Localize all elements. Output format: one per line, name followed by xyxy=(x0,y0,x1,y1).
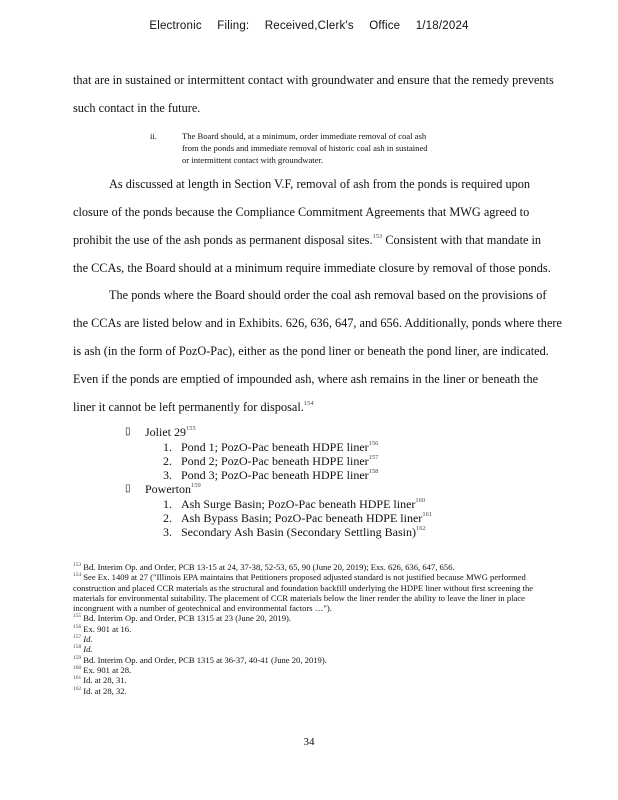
footnote xyxy=(73,562,543,572)
footnote-text: Ex. 901 at 16. xyxy=(83,623,132,634)
list-item xyxy=(125,497,545,511)
footnote-number: 154 xyxy=(73,572,82,579)
footnote-number: 161 xyxy=(73,675,82,682)
paragraph-1 xyxy=(73,66,598,122)
text-segment: Consistent with that mandate in xyxy=(382,233,542,247)
item-number: 1. xyxy=(163,497,172,511)
text-line: that are in sustained or intermittent contact with groundwater and ensure that the remedy prevents xyxy=(73,73,554,87)
pond-list xyxy=(125,425,545,539)
paragraph-2 xyxy=(73,170,598,282)
text-line: is ash (in the form of PozO-Pac), either as the pond liner or beneath the pond liner, are indicated. xyxy=(73,344,549,358)
station-label: Powerton xyxy=(145,482,191,496)
footnote-text: Bd. Interim Op. and Order, PCB 1315 at 23 (June 20, 2019). xyxy=(83,613,292,624)
footnote-number: 162 xyxy=(73,685,82,692)
footnote xyxy=(73,644,543,654)
footnote-ref: 154 xyxy=(303,400,314,407)
footnote-text: Bd. Interim Op. and Order, PCB 13-15 at 24, 37-38, 52-53, 65, 90 (June 20, 2019); Exs. 626, 636, 647, 656. xyxy=(83,562,455,572)
footnote-number: 157 xyxy=(73,634,82,641)
item-text: Ash Bypass Basin; PozO-Pac beneath HDPE liner xyxy=(181,511,423,525)
item-number: 2. xyxy=(163,454,172,468)
bullet-icon: ▯ xyxy=(125,483,131,494)
footnote-text: Id. xyxy=(83,644,93,655)
text-line: As discussed at length in Section V.F, removal of ash from the ponds is required upon xyxy=(109,177,531,191)
item-text: Pond 1; PozO-Pac beneath HDPE liner xyxy=(181,440,369,454)
text-line xyxy=(73,393,598,421)
footnote-ref: 158 xyxy=(368,468,379,475)
item-text: Pond 2; PozO-Pac beneath HDPE liner xyxy=(181,454,369,468)
item-number: 2. xyxy=(163,511,172,525)
page-number: 34 xyxy=(303,736,315,748)
heading-line: The Board should, at a minimum, order immediate removal of coal ash xyxy=(182,131,427,141)
header-filing: Filing: xyxy=(217,20,250,32)
footnote xyxy=(73,613,543,623)
footnote-text: Id. at 28, 31. xyxy=(83,675,127,686)
heading-line: from the ponds and immediate removal of historic coal ash in sustained xyxy=(182,143,428,153)
text-line: The ponds where the Board should order the coal ash removal based on the provisions of xyxy=(109,288,547,302)
item-text: Ash Surge Basin; PozO-Pac beneath HDPE liner xyxy=(181,497,416,511)
footnote-text: Ex. 901 at 28. xyxy=(83,664,132,675)
footnote-number: 158 xyxy=(73,644,82,651)
footnote xyxy=(73,655,543,665)
footnote-ref: 161 xyxy=(422,511,433,518)
text-line: Even if the ponds are emptied of impounded ash, where ash remains in the liner or beneath the xyxy=(73,372,539,386)
header-date: 1/18/2024 xyxy=(415,20,469,32)
text-line: the CCAs are listed below and in Exhibits. 626, 636, 647, and 656. Additionally, ponds where there xyxy=(73,316,562,330)
footnotes xyxy=(73,562,543,696)
text-line: such contact in the future. xyxy=(73,101,201,115)
list-item xyxy=(125,468,545,482)
footnote-number: 153 xyxy=(73,562,82,568)
footnote-number: 159 xyxy=(73,654,82,661)
footnote xyxy=(73,572,543,613)
footnote-ref: 155 xyxy=(186,425,196,432)
station-label: Joliet 29 xyxy=(145,425,186,439)
header-received: Received,Clerk's xyxy=(264,20,354,32)
footnote xyxy=(73,665,543,675)
list-item xyxy=(125,440,545,454)
bullet-icon: ▯ xyxy=(125,426,131,437)
footnote-ref: 162 xyxy=(415,525,426,532)
footnote-ref: 160 xyxy=(415,497,426,504)
header-office: Office xyxy=(369,20,401,32)
heading-number: ii. xyxy=(150,131,157,141)
item-text: Secondary Ash Basin (Secondary Settling Basin) xyxy=(181,525,416,539)
text-line xyxy=(73,226,598,254)
text-line: the CCAs, the Board should at a minimum require immediate closure by removal of those ponds. xyxy=(73,261,551,275)
footnote-number: 160 xyxy=(73,664,82,671)
filing-header xyxy=(0,20,618,32)
footnote-ref: 156 xyxy=(368,440,379,447)
footnote-number: 156 xyxy=(73,623,82,630)
text-segment: liner it cannot be left permanently for disposal. xyxy=(73,400,304,414)
footnote-text: Id. xyxy=(83,634,93,645)
footnote xyxy=(73,675,543,685)
item-text: Pond 3; PozO-Pac beneath HDPE liner xyxy=(181,468,369,482)
paragraph-3 xyxy=(73,281,598,421)
footnote-text: Bd. Interim Op. and Order, PCB 1315 at 36-37, 40-41 (June 20, 2019). xyxy=(83,654,327,665)
item-number: 3. xyxy=(163,525,172,539)
item-number: 3. xyxy=(163,468,172,482)
footnote-number: 155 xyxy=(73,613,82,620)
footnote-ref: 157 xyxy=(368,454,379,461)
footnote-ref: 153 xyxy=(372,233,383,240)
text-line: closure of the ponds because the Compliance Commitment Agreements that MWG agreed to xyxy=(73,205,530,219)
footnote xyxy=(73,624,543,634)
footnote-ref: 159 xyxy=(191,482,201,489)
list-item xyxy=(125,454,545,468)
list-item-powerton xyxy=(125,482,545,497)
heading-line: or intermittent contact with groundwater. xyxy=(182,155,324,165)
list-item-joliet xyxy=(125,425,545,440)
list-item xyxy=(125,525,545,539)
footnote xyxy=(73,686,543,696)
list-item xyxy=(125,511,545,525)
footnote-text: Id. at 28, 32. xyxy=(83,685,127,696)
footnote-text: See Ex. 1409 at 27 ("Illinois EPA maintains that Petitioners proposed adjusted standard is not justified because MWG performed construction and placed CCR materials as the structural and foundation backfill underlying the HDPE liner without first screening the materials for environmental suitability. The placement of CCR materials below the liner render the ability to leave the liner in place incongruent with a number of geotechnical and environmental factors …"). xyxy=(73,572,534,614)
footnote xyxy=(73,634,543,644)
item-number: 1. xyxy=(163,440,172,454)
text-segment: prohibit the use of the ash ponds as permanent disposal sites. xyxy=(73,233,373,247)
header-electronic: Electronic xyxy=(149,20,202,32)
